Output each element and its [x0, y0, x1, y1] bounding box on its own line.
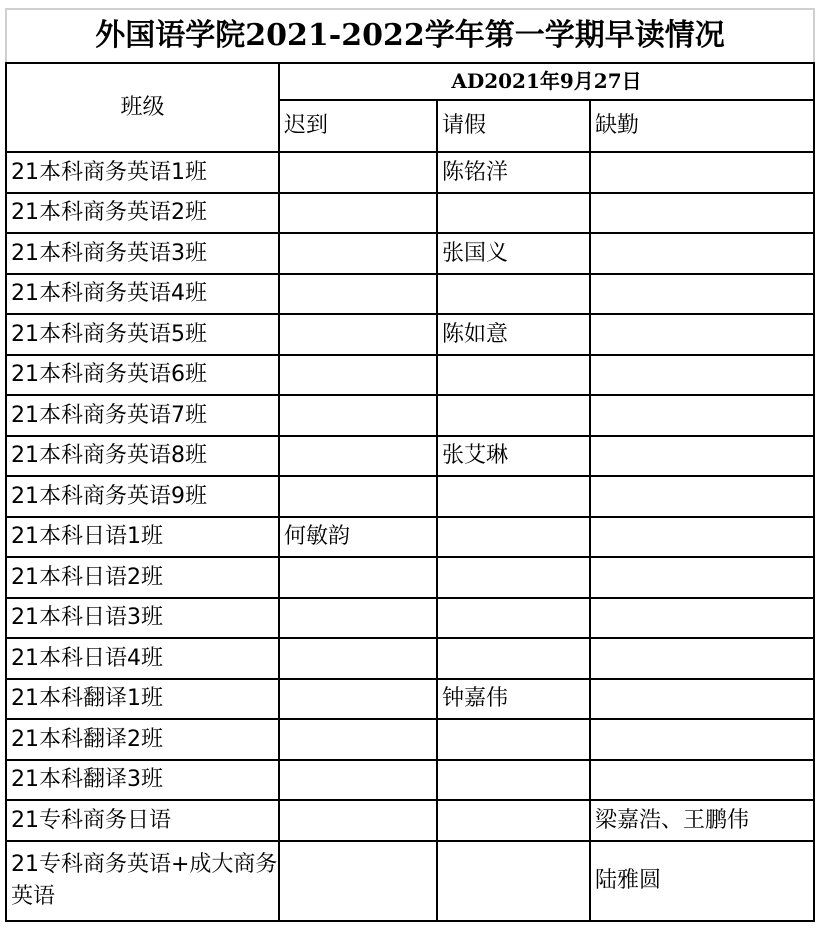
table-row: [6, 800, 814, 841]
leave-cell: [437, 598, 590, 639]
leave-cell: [437, 355, 590, 396]
class-name-cell: 21本科翻译1班: [6, 679, 279, 720]
absent-cell: [590, 395, 814, 436]
leave-cell: [437, 841, 590, 921]
class-name-cell: 21专科商务英语+成大商务英语: [6, 841, 279, 921]
late-cell: [279, 395, 437, 436]
late-cell: [279, 233, 437, 274]
absent-cell: [590, 314, 814, 355]
table-row: [6, 233, 814, 274]
table-row: [6, 841, 814, 921]
leave-cell: 陈铭洋: [437, 152, 590, 193]
header-row-date: [6, 63, 814, 100]
class-name-cell: 21本科商务英语2班: [6, 193, 279, 234]
late-cell: [279, 152, 437, 193]
table-row: [6, 152, 814, 193]
absent-column-header: 缺勤: [590, 100, 814, 152]
late-cell: [279, 841, 437, 921]
class-name-cell: 21本科商务英语5班: [6, 314, 279, 355]
leave-cell: 陈如意: [437, 314, 590, 355]
absent-cell: [590, 476, 814, 517]
class-name-cell: 21本科商务英语7班: [6, 395, 279, 436]
absent-cell: [590, 233, 814, 274]
class-name-cell: 21本科日语1班: [6, 517, 279, 558]
table-row: [6, 395, 814, 436]
leave-cell: [437, 193, 590, 234]
leave-cell: [437, 760, 590, 801]
absent-cell: [590, 719, 814, 760]
leave-cell: [437, 476, 590, 517]
late-column-header: 迟到: [279, 100, 437, 152]
leave-column-header: 请假: [437, 100, 590, 152]
leave-cell: [437, 638, 590, 679]
leave-cell: 钟嘉伟: [437, 679, 590, 720]
class-name-cell: 21本科商务英语1班: [6, 152, 279, 193]
late-cell: [279, 436, 437, 477]
class-name-cell: 21本科翻译2班: [6, 719, 279, 760]
late-cell: [279, 476, 437, 517]
class-name-cell: 21本科商务英语4班: [6, 274, 279, 315]
attendance-table: [5, 8, 815, 922]
absent-cell: [590, 193, 814, 234]
class-name-cell: 21本科商务英语8班: [6, 436, 279, 477]
table-row: [6, 355, 814, 396]
table-body: [6, 152, 814, 921]
date-header: AD2021年9月27日: [279, 63, 814, 100]
absent-cell: [590, 355, 814, 396]
late-cell: [279, 719, 437, 760]
absent-cell: 梁嘉浩、王鹏伟: [590, 800, 814, 841]
absent-cell: [590, 152, 814, 193]
late-cell: [279, 314, 437, 355]
class-name-cell: 21本科商务英语3班: [6, 233, 279, 274]
table-row: [6, 598, 814, 639]
leave-cell: [437, 274, 590, 315]
table-row: [6, 760, 814, 801]
title-row: [6, 9, 814, 63]
late-cell: [279, 638, 437, 679]
table-row: [6, 436, 814, 477]
leave-cell: [437, 557, 590, 598]
table-row: [6, 719, 814, 760]
table-row: [6, 476, 814, 517]
sheet-title: 外国语学院2021-2022学年第一学期早读情况: [6, 9, 814, 63]
late-cell: [279, 800, 437, 841]
absent-cell: [590, 598, 814, 639]
class-name-cell: 21本科日语3班: [6, 598, 279, 639]
class-name-cell: 21专科商务日语: [6, 800, 279, 841]
late-cell: [279, 274, 437, 315]
absent-cell: 陆雅圆: [590, 841, 814, 921]
absent-cell: [590, 274, 814, 315]
late-cell: [279, 679, 437, 720]
leave-cell: 张艾琳: [437, 436, 590, 477]
table-row: [6, 517, 814, 558]
late-cell: [279, 557, 437, 598]
late-cell: [279, 193, 437, 234]
table-row: [6, 638, 814, 679]
absent-cell: [590, 436, 814, 477]
class-name-cell: 21本科日语4班: [6, 638, 279, 679]
absent-cell: [590, 760, 814, 801]
leave-cell: 张国义: [437, 233, 590, 274]
late-cell: [279, 760, 437, 801]
absent-cell: [590, 557, 814, 598]
absent-cell: [590, 638, 814, 679]
late-cell: [279, 598, 437, 639]
class-column-header: 班级: [6, 63, 279, 152]
table-row: [6, 274, 814, 315]
class-name-cell: 21本科商务英语9班: [6, 476, 279, 517]
class-name-cell: 21本科商务英语6班: [6, 355, 279, 396]
late-cell: 何敏韵: [279, 517, 437, 558]
leave-cell: [437, 517, 590, 558]
leave-cell: [437, 395, 590, 436]
table-row: [6, 193, 814, 234]
class-name-cell: 21本科翻译3班: [6, 760, 279, 801]
leave-cell: [437, 719, 590, 760]
table-row: [6, 314, 814, 355]
late-cell: [279, 355, 437, 396]
table-row: [6, 557, 814, 598]
absent-cell: [590, 517, 814, 558]
absent-cell: [590, 679, 814, 720]
leave-cell: [437, 800, 590, 841]
class-name-cell: 21本科日语2班: [6, 557, 279, 598]
table-row: [6, 679, 814, 720]
